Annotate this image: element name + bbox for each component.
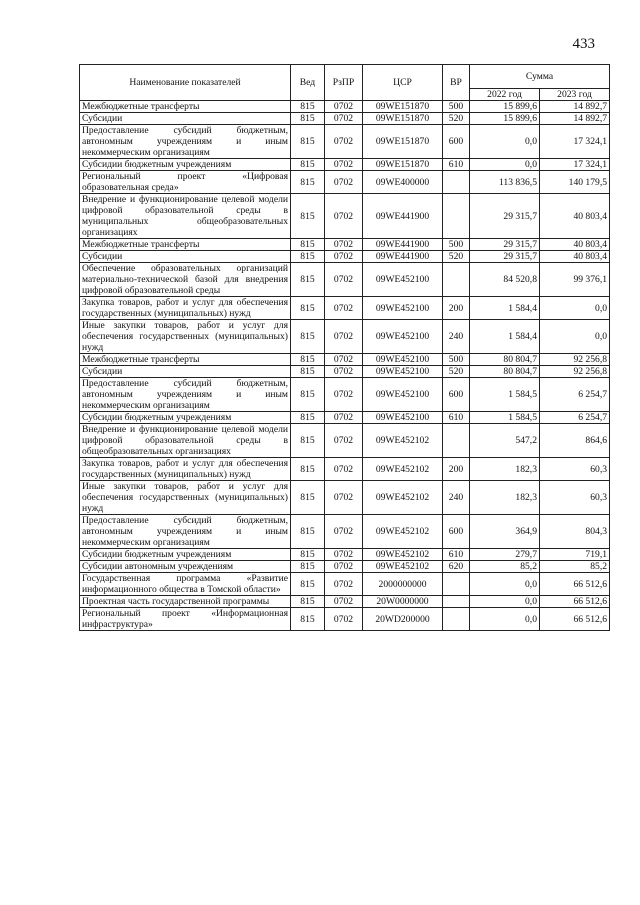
row-sum-2022: 15 899,6 [470, 101, 540, 113]
table-row [80, 412, 610, 424]
row-name: Межбюджетные трансферты [80, 239, 291, 251]
header-ved: Вед [291, 65, 325, 101]
table-row [80, 263, 610, 297]
row-vr: 600 [443, 515, 470, 549]
row-sum-2022: 29 315,7 [470, 239, 540, 251]
row-csr: 09WE452102 [363, 515, 443, 549]
row-rzpr: 0702 [325, 424, 363, 458]
row-vr [443, 171, 470, 194]
row-name: Иные закупки товаров, работ и услуг для обеспечения государственных (муниципальных) нужд [80, 320, 291, 354]
header-sum: Сумма [470, 65, 610, 89]
row-sum-2023: 92 256,8 [540, 354, 610, 366]
row-vr: 500 [443, 354, 470, 366]
row-sum-2022: 15 899,6 [470, 113, 540, 125]
row-ved: 815 [291, 125, 325, 159]
table-row [80, 561, 610, 573]
row-sum-2022: 279,7 [470, 549, 540, 561]
row-ved: 815 [291, 596, 325, 608]
row-sum-2023: 60,3 [540, 458, 610, 481]
row-sum-2023: 17 324,1 [540, 159, 610, 171]
row-sum-2022: 80 804,7 [470, 366, 540, 378]
table-row [80, 424, 610, 458]
row-name: Субсидии бюджетным учреждениям [80, 159, 291, 171]
row-csr: 20W0000000 [363, 596, 443, 608]
table-row [80, 251, 610, 263]
row-sum-2023: 6 254,7 [540, 412, 610, 424]
row-name: Закупка товаров, работ и услуг для обеспечения государственных (муниципальных) нужд [80, 458, 291, 481]
row-sum-2023: 804,3 [540, 515, 610, 549]
row-ved: 815 [291, 354, 325, 366]
row-rzpr: 0702 [325, 320, 363, 354]
row-ved: 815 [291, 378, 325, 412]
row-csr: 09WE151870 [363, 101, 443, 113]
row-ved: 815 [291, 171, 325, 194]
row-vr: 600 [443, 125, 470, 159]
row-rzpr: 0702 [325, 251, 363, 263]
row-rzpr: 0702 [325, 608, 363, 631]
row-sum-2023: 140 179,5 [540, 171, 610, 194]
row-sum-2023: 864,6 [540, 424, 610, 458]
row-vr: 240 [443, 320, 470, 354]
row-rzpr: 0702 [325, 515, 363, 549]
row-csr: 09WE151870 [363, 125, 443, 159]
row-vr: 200 [443, 458, 470, 481]
row-ved: 815 [291, 366, 325, 378]
row-vr: 520 [443, 251, 470, 263]
header-name: Наименование показателей [80, 65, 291, 101]
row-sum-2023: 92 256,8 [540, 366, 610, 378]
row-csr: 09WE441900 [363, 194, 443, 239]
row-sum-2023: 66 512,6 [540, 608, 610, 631]
row-rzpr: 0702 [325, 125, 363, 159]
table-row [80, 378, 610, 412]
row-name: Субсидии автономным учреждениям [80, 561, 291, 573]
table-row [80, 481, 610, 515]
row-name: Иные закупки товаров, работ и услуг для обеспечения государственных (муниципальных) нужд [80, 481, 291, 515]
row-csr: 09WE452102 [363, 424, 443, 458]
row-csr: 09WE452102 [363, 481, 443, 515]
row-sum-2023: 66 512,6 [540, 596, 610, 608]
row-sum-2023: 0,0 [540, 320, 610, 354]
row-csr: 20WD200000 [363, 608, 443, 631]
row-rzpr: 0702 [325, 549, 363, 561]
row-sum-2023: 719,1 [540, 549, 610, 561]
row-sum-2023: 6 254,7 [540, 378, 610, 412]
row-sum-2022: 0,0 [470, 573, 540, 596]
row-ved: 815 [291, 458, 325, 481]
row-vr: 610 [443, 549, 470, 561]
row-ved: 815 [291, 101, 325, 113]
row-ved: 815 [291, 251, 325, 263]
row-csr: 09WE441900 [363, 251, 443, 263]
row-sum-2022: 547,2 [470, 424, 540, 458]
row-rzpr: 0702 [325, 194, 363, 239]
row-rzpr: 0702 [325, 378, 363, 412]
header-year-2023: 2023 год [540, 89, 610, 101]
row-sum-2023: 85,2 [540, 561, 610, 573]
row-csr: 09WE400000 [363, 171, 443, 194]
row-sum-2023: 14 892,7 [540, 113, 610, 125]
table-row [80, 608, 610, 631]
row-csr: 09WE452102 [363, 458, 443, 481]
row-sum-2022: 0,0 [470, 596, 540, 608]
row-rzpr: 0702 [325, 573, 363, 596]
row-ved: 815 [291, 194, 325, 239]
header-vr: ВР [443, 65, 470, 101]
table-row [80, 320, 610, 354]
table-row [80, 113, 610, 125]
row-csr: 09WE452100 [363, 412, 443, 424]
row-csr: 09WE452100 [363, 354, 443, 366]
row-sum-2022: 113 836,5 [470, 171, 540, 194]
row-vr [443, 263, 470, 297]
row-sum-2023: 40 803,4 [540, 251, 610, 263]
row-vr: 500 [443, 239, 470, 251]
row-ved: 815 [291, 424, 325, 458]
row-sum-2022: 0,0 [470, 159, 540, 171]
row-csr: 09WE151870 [363, 159, 443, 171]
row-ved: 815 [291, 573, 325, 596]
row-name: Субсидии бюджетным учреждениям [80, 412, 291, 424]
header-csr: ЦСР [363, 65, 443, 101]
row-sum-2023: 17 324,1 [540, 125, 610, 159]
row-ved: 815 [291, 481, 325, 515]
row-sum-2022: 29 315,7 [470, 194, 540, 239]
row-name: Предоставление субсидий бюджетным, автономным учреждениям и иным некоммерческим организациям [80, 378, 291, 412]
row-rzpr: 0702 [325, 481, 363, 515]
row-vr: 240 [443, 481, 470, 515]
table-row [80, 458, 610, 481]
row-name: Субсидии [80, 251, 291, 263]
row-name: Предоставление субсидий бюджетным, автономным учреждениям и иным некоммерческим организациям [80, 125, 291, 159]
row-ved: 815 [291, 515, 325, 549]
row-vr [443, 596, 470, 608]
table-row [80, 297, 610, 320]
row-name: Региональный проект «Информационная инфраструктура» [80, 608, 291, 631]
row-rzpr: 0702 [325, 354, 363, 366]
table-row [80, 171, 610, 194]
row-sum-2023: 60,3 [540, 481, 610, 515]
row-name: Субсидии [80, 113, 291, 125]
row-vr: 610 [443, 159, 470, 171]
page-number: 433 [572, 36, 595, 52]
row-csr: 09WE452102 [363, 561, 443, 573]
row-sum-2022: 84 520,8 [470, 263, 540, 297]
row-rzpr: 0702 [325, 101, 363, 113]
table-row [80, 515, 610, 549]
row-name: Субсидии [80, 366, 291, 378]
row-vr: 200 [443, 297, 470, 320]
table-row [80, 366, 610, 378]
row-csr: 09WE452100 [363, 378, 443, 412]
row-sum-2023: 40 803,4 [540, 194, 610, 239]
table-row [80, 596, 610, 608]
row-sum-2022: 1 584,4 [470, 297, 540, 320]
row-rzpr: 0702 [325, 366, 363, 378]
row-csr: 09WE151870 [363, 113, 443, 125]
row-vr [443, 424, 470, 458]
row-name: Предоставление субсидий бюджетным, автономным учреждениям и иным некоммерческим организациям [80, 515, 291, 549]
row-sum-2023: 0,0 [540, 297, 610, 320]
row-rzpr: 0702 [325, 596, 363, 608]
row-name: Проектная часть государственной программы [80, 596, 291, 608]
row-sum-2022: 80 804,7 [470, 354, 540, 366]
row-ved: 815 [291, 412, 325, 424]
row-sum-2022: 1 584,4 [470, 320, 540, 354]
table-row [80, 159, 610, 171]
row-rzpr: 0702 [325, 159, 363, 171]
row-rzpr: 0702 [325, 458, 363, 481]
row-csr: 09WE452100 [363, 263, 443, 297]
row-name: Межбюджетные трансферты [80, 354, 291, 366]
row-csr: 09WE452102 [363, 549, 443, 561]
row-sum-2023: 14 892,7 [540, 101, 610, 113]
row-ved: 815 [291, 549, 325, 561]
row-sum-2022: 364,9 [470, 515, 540, 549]
row-sum-2023: 66 512,6 [540, 573, 610, 596]
row-ved: 815 [291, 297, 325, 320]
row-ved: 815 [291, 320, 325, 354]
row-vr [443, 608, 470, 631]
row-name: Государственная программа «Развитие информационного общества в Томской области» [80, 573, 291, 596]
row-vr: 620 [443, 561, 470, 573]
row-sum-2022: 1 584,5 [470, 378, 540, 412]
header-year-2022: 2022 год [470, 89, 540, 101]
row-name: Субсидии бюджетным учреждениям [80, 549, 291, 561]
row-ved: 815 [291, 608, 325, 631]
table-row [80, 194, 610, 239]
row-sum-2022: 0,0 [470, 125, 540, 159]
table-row [80, 354, 610, 366]
row-csr: 09WE441900 [363, 239, 443, 251]
row-rzpr: 0702 [325, 239, 363, 251]
row-rzpr: 0702 [325, 412, 363, 424]
header-rzpr: РзПР [325, 65, 363, 101]
budget-table [79, 64, 610, 631]
row-rzpr: 0702 [325, 113, 363, 125]
row-ved: 815 [291, 113, 325, 125]
table-row [80, 125, 610, 159]
row-vr [443, 194, 470, 239]
row-ved: 815 [291, 561, 325, 573]
row-sum-2023: 40 803,4 [540, 239, 610, 251]
row-ved: 815 [291, 159, 325, 171]
table-row [80, 239, 610, 251]
row-csr: 09WE452100 [363, 320, 443, 354]
row-name: Межбюджетные трансферты [80, 101, 291, 113]
row-name: Обеспечение образовательных организаций материально-технической базой для внедрения цифровой образовательной среды [80, 263, 291, 297]
row-ved: 815 [291, 239, 325, 251]
row-csr: 2000000000 [363, 573, 443, 596]
row-csr: 09WE452100 [363, 297, 443, 320]
table-row [80, 101, 610, 113]
row-name: Внедрение и функционирование целевой модели цифровой образовательной среды в муниципальных общеобразовательных организациях [80, 194, 291, 239]
row-sum-2022: 182,3 [470, 481, 540, 515]
row-vr: 610 [443, 412, 470, 424]
row-name: Закупка товаров, работ и услуг для обеспечения государственных (муниципальных) нужд [80, 297, 291, 320]
row-sum-2023: 99 376,1 [540, 263, 610, 297]
row-vr: 520 [443, 366, 470, 378]
row-name: Региональный проект «Цифровая образовательная среда» [80, 171, 291, 194]
row-ved: 815 [291, 263, 325, 297]
row-vr: 520 [443, 113, 470, 125]
table-row [80, 549, 610, 561]
row-vr: 600 [443, 378, 470, 412]
table-row [80, 573, 610, 596]
row-sum-2022: 182,3 [470, 458, 540, 481]
table-body [80, 101, 610, 631]
row-csr: 09WE452100 [363, 366, 443, 378]
row-vr: 500 [443, 101, 470, 113]
row-rzpr: 0702 [325, 263, 363, 297]
row-rzpr: 0702 [325, 561, 363, 573]
row-name: Внедрение и функционирование целевой модели цифровой образовательной среды в общеобразовательных организациях [80, 424, 291, 458]
row-rzpr: 0702 [325, 171, 363, 194]
row-vr [443, 573, 470, 596]
row-sum-2022: 1 584,5 [470, 412, 540, 424]
row-sum-2022: 29 315,7 [470, 251, 540, 263]
row-sum-2022: 0,0 [470, 608, 540, 631]
row-rzpr: 0702 [325, 297, 363, 320]
row-sum-2022: 85,2 [470, 561, 540, 573]
